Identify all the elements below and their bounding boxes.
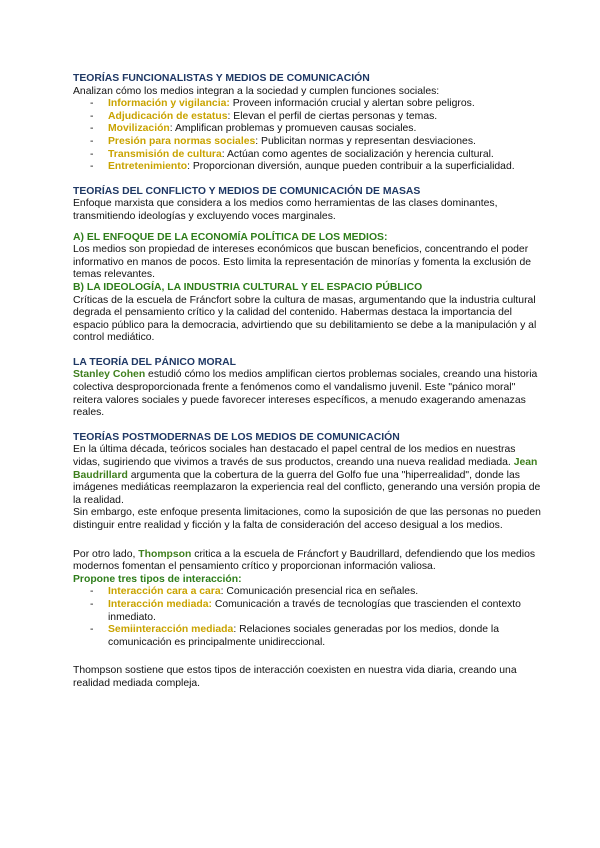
section-title-funcionalistas: TEORÍAS FUNCIONALISTAS Y MEDIOS DE COMUNICACIÓN: [73, 73, 370, 84]
subsection-text-economia-politica: Los medios son propiedad de intereses económicos que buscan beneficios, concentrando el poder informativo en manos de pocos. Esto limita la representación de minorías y fomenta la exclusión de temas relevantes.: [73, 244, 531, 281]
list-item-term: Semiinteracción mediada: [108, 624, 234, 636]
closing-paragraph: Thompson sostiene que estos tipos de interacción coexisten en nuestra vida diaria, creando una realidad mediada compleja.: [73, 665, 517, 689]
section-text-panico-moral: [73, 369, 542, 419]
list-item-text: : Comunicación presencial rica en señales.: [220, 586, 419, 598]
paragraph-text: estudió cómo los medios amplifican ciertos problemas sociales, creando una historia colectiva desproporcionada frente a fenómenos como el vandalismo juvenil. Este "pánico moral" reitera valores sociales y puede favorecer intereses específicos, a menudo exagerando amenazas reales.: [73, 369, 538, 419]
list-item: [90, 624, 542, 649]
list-item-term: Información y vigilancia:: [108, 98, 230, 110]
paragraph-text: En la última década, teóricos sociales han destacado el papel central de los medios en nuestras vidas, sugiriendo que vivimos a través de sus productos, creando una nueva realidad mediada.: [73, 444, 516, 469]
paragraph-postmodernas-2: Sin embargo, este enfoque presenta limitaciones, como la suposición de que las personas no pueden distinguir entre realidad y ficción y la falta de consideración del acceso desigual a los medios.: [73, 507, 541, 531]
author-name: Stanley Cohen: [73, 369, 146, 381]
section-intro-conflicto: Enfoque marxista que considera a los medios como herramientas de las clases dominantes, transmitiendo ideologías y excluyendo voces marginales.: [73, 198, 498, 222]
author-name: Thompson: [138, 548, 192, 560]
list-item-term: Presión para normas sociales: [108, 135, 256, 147]
paragraph-thompson: [73, 549, 542, 574]
list-item-text: : Publicitan normas y representan desviaciones.: [255, 135, 476, 147]
list-item: [90, 98, 542, 111]
list-item: [90, 161, 542, 174]
section-title-postmodernas: TEORÍAS POSTMODERNAS DE LOS MEDIOS DE COMUNICACIÓN: [73, 431, 400, 443]
interaccion-list: [73, 586, 542, 649]
list-item-text: : Relaciones sociales generadas por los medios, donde la comunicación es principalmente unidireccional.: [108, 624, 500, 648]
subsection-text-ideologia: Críticas de la escuela de Fráncfort sobre la cultura de masas, argumentando que la industria cultural degrada el pensamiento crítico y la calidad del contenido. Habermas destaca la importancia del espacio público para la democracia, advirtiendo que su debilitamiento se debe a la manipulación y al control mediático.: [73, 294, 537, 344]
list-item-term: Entretenimiento: [108, 161, 188, 173]
section-title-panico-moral: LA TEORÍA DEL PÁNICO MORAL: [73, 356, 236, 368]
section-intro-funcionalistas: Analizan cómo los medios integran a la sociedad y cumplen funciones sociales:: [73, 85, 440, 97]
list-item: [90, 111, 542, 124]
list-item-term: Movilización: [108, 123, 170, 135]
list-item-text: : Proporcionan diversión, aunque pueden contribuir a la superficialidad.: [187, 161, 515, 173]
list-item-term: Transmisión de cultura: [108, 148, 222, 160]
paragraph-text: argumenta que la cobertura de la guerra del Golfo fue una "hiperrealidad", donde las imágenes mediáticas reemplazaron la experiencia real del conflicto, generando una versión propia de la realidad.: [73, 469, 541, 506]
paragraph-text: critica a la escuela de Fráncfort y Baudrillard, defendiendo que los medios modernos fomentan el pensamiento crítico y proporcionan información valiosa.: [73, 548, 536, 573]
subsection-title-economia-politica: A) EL ENFOQUE DE LA ECONOMÍA POLÍTICA DE LOS MEDIOS:: [73, 231, 388, 243]
list-item: [90, 123, 542, 136]
list-item: [90, 586, 542, 599]
list-item-term: Adjudicación de estatus: [108, 110, 228, 122]
list-item-term: Interacción cara a cara: [108, 586, 221, 598]
paragraph-postmodernas-1: [73, 444, 542, 507]
subsection-title-ideologia: B) LA IDEOLOGÍA, LA INDUSTRIA CULTURAL Y EL ESPACIO PÚBLICO: [73, 281, 423, 293]
paragraph-text: Por otro lado,: [73, 548, 139, 560]
list-item-term: Interacción mediada:: [108, 598, 212, 610]
list-item: [90, 599, 542, 624]
author-name: Jean Baudrillard: [73, 457, 538, 481]
subsection-title-interaccion: Propone tres tipos de interacción:: [73, 573, 242, 585]
list-item-text: : Elevan el perfil de ciertas personas y temas.: [227, 110, 438, 122]
list-item-text: Proveen información crucial y alertan sobre peligros.: [229, 98, 475, 110]
list-item: [90, 149, 542, 162]
list-item-text: Comunicación a través de tecnologías que trascienden el contexto inmediato.: [108, 598, 521, 623]
list-item: [90, 136, 542, 149]
list-item-text: : Amplifican problemas y promueven causas sociales.: [169, 123, 417, 135]
list-item-text: : Actúan como agentes de socialización y herencia cultural.: [221, 148, 494, 160]
section-title-conflicto: TEORÍAS DEL CONFLICTO Y MEDIOS DE COMUNICACIÓN DE MASAS: [73, 185, 421, 197]
funciones-list: [73, 98, 542, 174]
